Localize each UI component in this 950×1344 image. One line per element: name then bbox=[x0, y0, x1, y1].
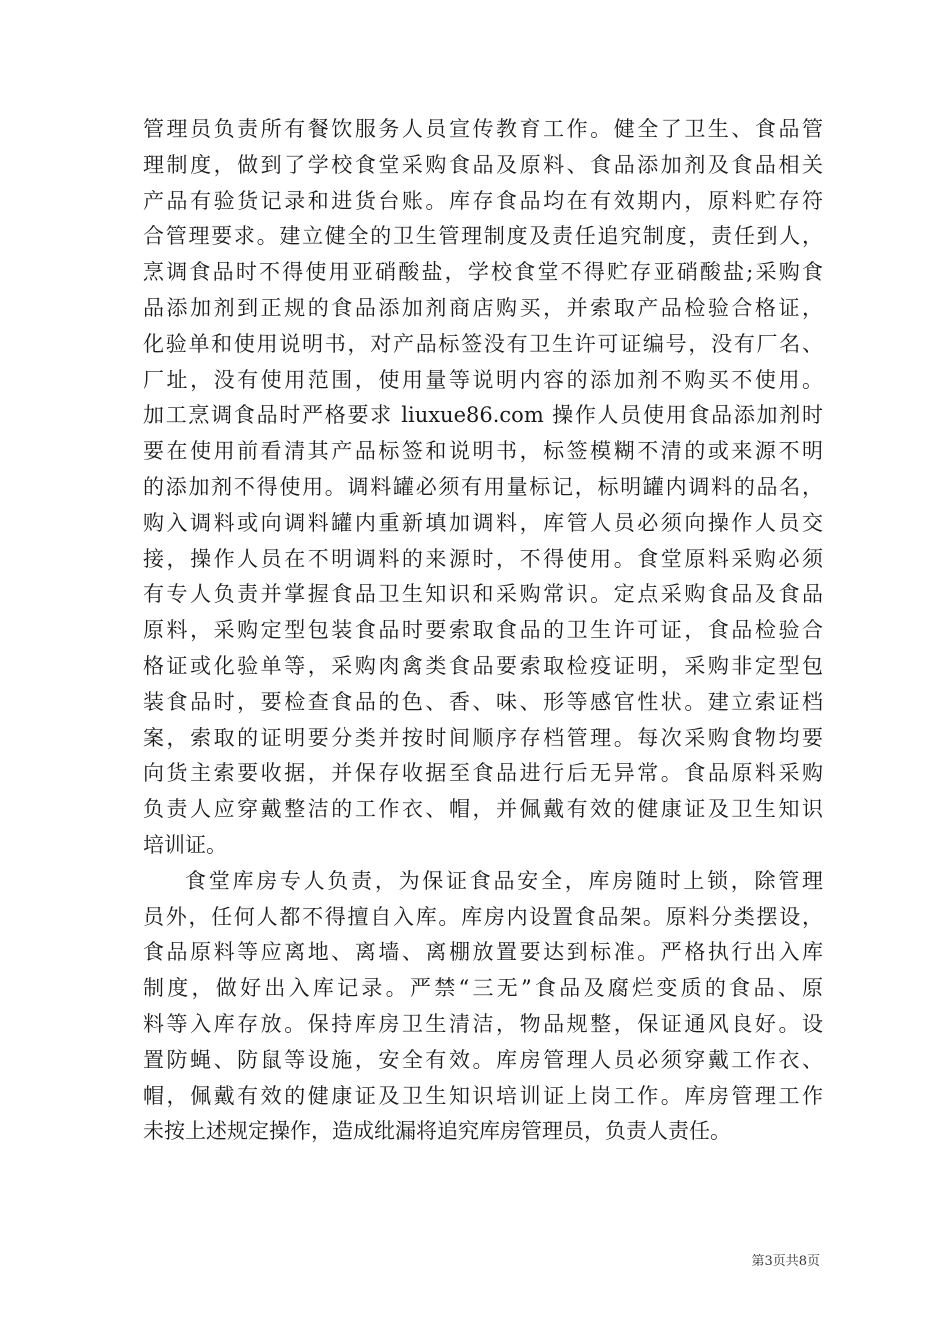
text-line: 原料，采购定型包装食品时要索取食品的卫生许可证，食品检验合 bbox=[143, 618, 823, 643]
text-line: 要在使用前看清其产品标签和说明书，标签模糊不清的或来源不明 bbox=[143, 439, 823, 464]
text-line: 料等入库存放。保持库房卫生清洁，物品规整，保证通风良好。设 bbox=[143, 1011, 823, 1036]
text-line: 产品有验货记录和进货台账。库存食品均在有效期内，原料贮存符 bbox=[143, 188, 823, 213]
text-line: 有专人负责并掌握食品卫生知识和采购常识。定点采购食品及食品 bbox=[143, 582, 823, 607]
text-line: 烹调食品时不得使用亚硝酸盐，学校食堂不得贮存亚硝酸盐;采购食 bbox=[143, 260, 823, 285]
text-line: 厂址，没有使用范围，使用量等说明内容的添加剂不购买不使用。 bbox=[143, 367, 823, 392]
text-line: 品添加剂到正规的食品添加剂商店购买，并索取产品检验合格证， bbox=[143, 295, 823, 320]
text-line: 案，索取的证明要分类并按时间顺序存档管理。每次采购食物均要 bbox=[143, 725, 823, 750]
text-line: 未按上述规定操作，造成纰漏将追究库房管理员，负责人责任。 bbox=[143, 1119, 731, 1144]
text-line: 理制度，做到了学校食堂采购食品及原料、食品添加剂及食品相关 bbox=[143, 152, 823, 177]
text-line: 置防蝇、防鼠等设施，安全有效。库房管理人员必须穿戴工作衣、 bbox=[143, 1047, 823, 1072]
text-line: 装食品时，要检查食品的色、香、味、形等感官性状。建立索证档 bbox=[143, 689, 823, 714]
document-body bbox=[143, 112, 823, 1150]
text-line: 培训证。 bbox=[143, 832, 227, 857]
text-line: 负责人应穿戴整洁的工作衣、帽，并佩戴有效的健康证及卫生知识 bbox=[143, 797, 823, 822]
text-line: 帽，佩戴有效的健康证及卫生知识培训证上岗工作。库房管理工作 bbox=[143, 1083, 823, 1108]
text-line: 加工烹调食品时严格要求 liuxue86.com 操作人员使用食品添加剂时 bbox=[143, 403, 823, 428]
text-line: 员外，任何人都不得擅自入库。库房内设置食品架。原料分类摆设， bbox=[143, 904, 823, 929]
text-line: 格证或化验单等，采购肉禽类食品要索取检疫证明，采购非定型包 bbox=[143, 653, 823, 678]
text-line: 制度，做好出入库记录。严禁“三无”食品及腐烂变质的食品、原 bbox=[143, 976, 823, 1001]
text-line: 合管理要求。建立健全的卫生管理制度及责任追究制度，责任到人， bbox=[143, 224, 823, 249]
page-number: 第3页共8页 bbox=[751, 1254, 820, 1269]
text-line: 购入调料或向调料罐内重新填加调料，库管人员必须向操作人员交 bbox=[143, 510, 823, 535]
text-line: 化验单和使用说明书，对产品标签没有卫生许可证编号，没有厂名、 bbox=[143, 331, 823, 356]
text-line: 接，操作人员在不明调料的来源时，不得使用。食堂原料采购必须 bbox=[143, 546, 823, 571]
text-line: 食品原料等应离地、离墙、离棚放置要达到标准。严格执行出入库 bbox=[143, 940, 823, 965]
text-line: 管理员负责所有餐饮服务人员宣传教育工作。健全了卫生、食品管 bbox=[143, 117, 823, 141]
text-line: 食堂库房专人负责，为保证食品安全，库房随时上锁，除管理 bbox=[185, 868, 823, 893]
text-line: 向货主索要收据，并保存收据至食品进行后无异常。食品原料采购 bbox=[143, 761, 823, 786]
text-line: 的添加剂不得使用。调料罐必须有用量标记，标明罐内调料的品名， bbox=[143, 474, 823, 499]
